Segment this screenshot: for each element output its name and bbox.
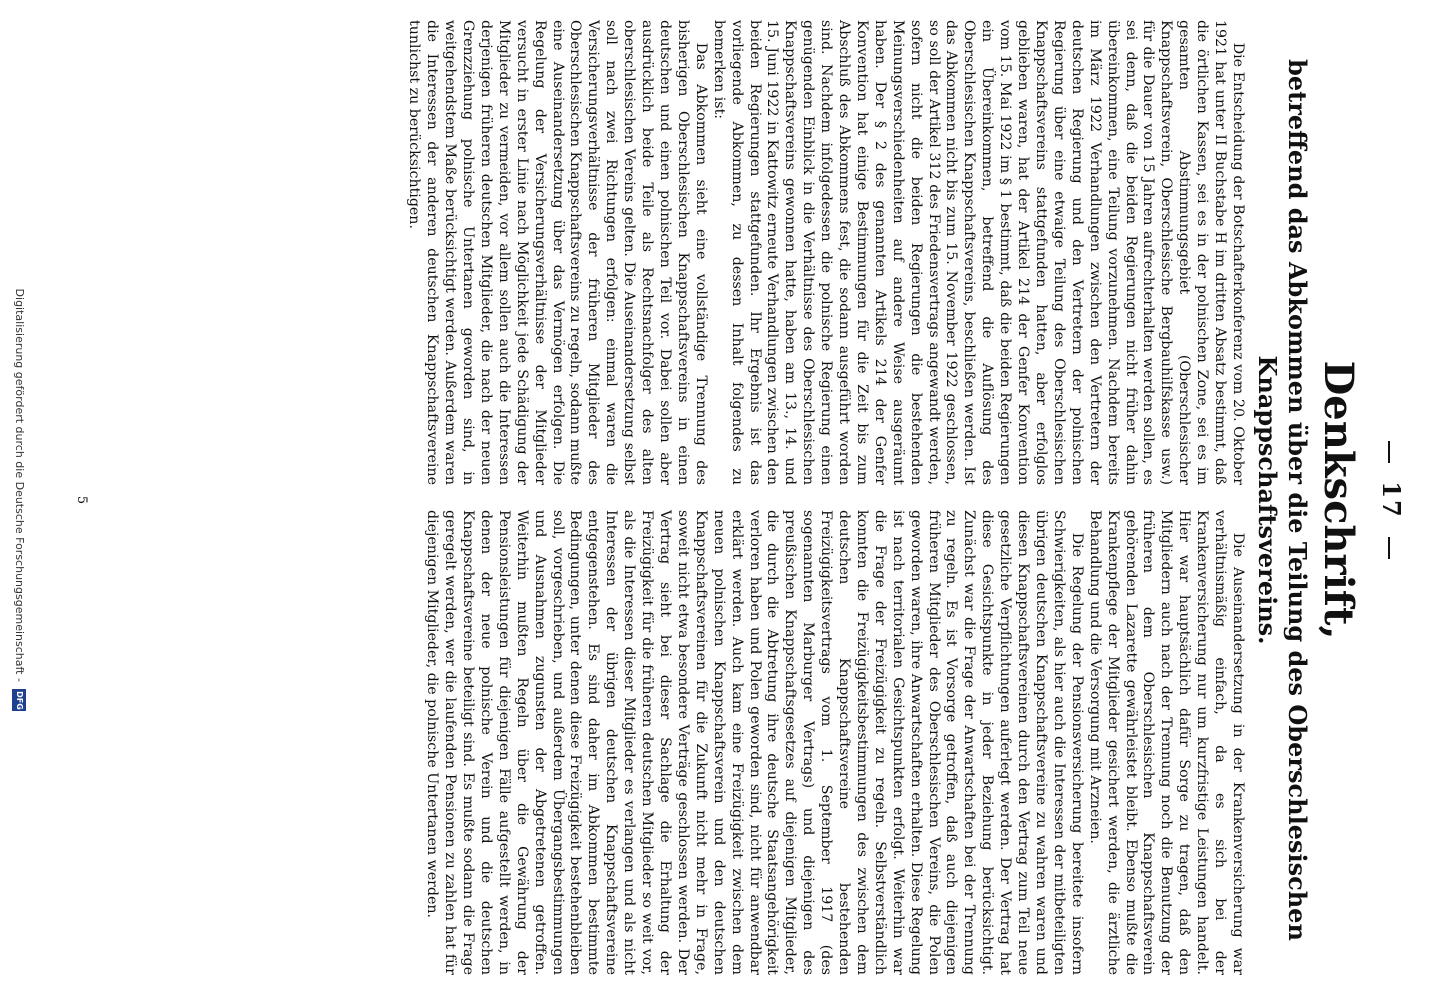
dash-right <box>1389 537 1391 559</box>
document-subtitle: betreffend das Abkommen über die Teilung des Oberschlesischen Knappschaftsvereins. <box>1253 59 1312 941</box>
paragraph: Die Entscheidung der Botschafterkonferenz vom 20. Oktober 1921 hat unter II Buchstabe H im dritten Absatz bestimmt, daß die örtlichen Kassen, sei es in der polnischen Zone, sei es im gesamten Abstimmungsgebiet (Oberschlesischer Knappschaftsverein, Oberschlesische Bergbauhilfskasse usw.) für die Dauer von 15 Jahren aufrechterhalten werden sollen, es sei denn, daß die beiden Regierungen nicht früher dahin übereinkommen, eine Teilung vorzunehmen. Nachdem bereits im März 1922 Verhandlungen zwischen den Vertretern der deutschen Regierung und den Vertretern der polnischen Regierung über eine etwaige Teilung des Oberschlesischen Knappschaftsvereins stattgefunden hatten, aber erfolglos geblieben waren, hat der Artikel 214 der Genfer Konvention vom 15. Mai 1922 im § 1 bestimmt, daß die beiden Regierungen ein Übereinkommen, betreffend die Auflösung des Oberschlesischen Knappschaftsvereins, beschließen werden. Ist das Abkommen nicht bis zum 15. November 1922 geschlossen, so soll der Artikel 312 des Friedensvertrags angewandt werden, sofern nicht die beiden Regierungen die bestehenden Meinungsverschiedenheiten auf andere Weise ausgeräumt haben. Der § 2 des genannten Artikels 214 der Genfer Konvention hat einige Bestimmungen für die Zeit bis zum Abschluß des Abkommens fest, die sodann ausgeführt worden sind. Nachdem infolgedessen die polnische Regierung einen genügenden Einblick in die Verhältnisse des Oberschlesischen Knappschaftsvereins gewonnen hatte, haben am 13., 14. und 15. Juni 1922 in Kattowitz erneute Verhandlungen zwischen den beiden Regierungen stattgefunden. Ihr Ergebnis ist das vorliegende Abkommen, zu dessen Inhalt folgendes zu bemerken ist: <box>710 20 1246 485</box>
digitization-credit <box>12 0 26 1000</box>
page-number-value: 17 <box>1377 481 1406 519</box>
document-title: Denkschrift, <box>1315 360 1362 640</box>
footer-page-number: 5 <box>74 495 89 505</box>
dfg-logo-icon: DFG <box>12 689 26 711</box>
text-column-left <box>146 20 1246 485</box>
digitization-credit-text: Digitalisierung gefördert durch die Deutsche Forschungsgemeinschaft - <box>13 288 26 682</box>
paragraph: Die Auseinandersetzung in der Krankenversicherung war verhältnismäßig einfach, da es sich bei der Krankenversicherung nur um kurzfristige Leistungen handelt. Hier war hauptsächlich dafür Sorge zu tragen, daß den Mitgliedern auch nach der Trennung noch die Benutzung der früheren dem Oberschlesischen Knappschaftsverein gehörenden Lazarette gewährleistet bleibt. Ebenso mußte die Krankenpflege der Mitglieder gesichert werden, die ärztliche Behandlung und die Versorgung mit Arzneien. <box>1086 510 1246 975</box>
paragraph: Das Abkommen sieht eine vollständige Trennung des bisherigen Oberschlesischen Knappschaftsvereins in einen deutschen und einen polnischen Teil vor. Dabei sollen aber ausdrücklich beide Teile als Rechtsnachfolger des alten oberschlesischen Vereins gelten. Die Auseinandersetzung selbst soll nach zwei Richtungen erfolgen: einmal waren die Versicherungsverhältnisse der früheren Mitglieder des Oberschlesischen Knappschaftsvereins zu regeln, sodann mußte eine Auseinandersetzung über das Vermögen erfolgen. Die Regelung der Versicherungsverhältnisse der Mitglieder versucht in erster Linie nach Möglichkeit jede Schädigung der Mitglieder zu vermeiden, vor allem sollen auch die Interessen derjenigen früheren deutschen Mitglieder, die nach der neuen Grenzziehung polnische Untertanen geworden sind, in weitgehendstem Maße berücksichtigt werden. Außerdem waren die Interessen der anderen deutschen Knappschaftsvereine tunlichst zu berücksichtigen. <box>406 20 709 485</box>
dash-left <box>1389 441 1391 463</box>
text-column-right <box>146 510 1246 975</box>
page-number <box>1377 0 1406 1000</box>
paragraph: Die Regelung der Pensionsversicherung bereitete insofern Schwierigkeiten, als hier auch die Interessen der mitbeteiligten übrigen deutschen Knappschaftsvereine zu wahren waren und diesen Knappschaftsvereinen durch den Vertrag zum Teil neue gesetzliche Verpflichtungen auferlegt werden. Der Vertrag hat diese Gesichtspunkte in jeder Beziehung berücksichtigt. Zunächst war die Frage der Anwartschaften bei der Trennung zu regeln. Es ist Vorsorge getroffen, daß auch diejenigen früheren Mitglieder des Oberschlesischen Vereins, die Polen geworden waren, ihre Anwartschaften erhalten. Diese Regelung ist nach territorialen Gesichtspunkten erfolgt. Weiterhin war die Frage der Freizügigkeit zu regeln. Selbstverständlich konnten die Freizügigkeitsbestimmungen des zwischen dem deutschen Knappschaftsvereine bestehenden Freizügigkeitsvertrags vom 1. September 1917 (des sogenannten Marburger Vertrags) und diejenigen des preußischen Knappschaftsgesetzes auf diejenigen Mitglieder, die durch die Abtretung ihre deutsche Staatsangehörigkeit verloren haben und Polen geworden sind, nicht für anwendbar erklärt werden. Auch kam eine Freizügigkeit zwischen dem neuen polnischen Knappschaftsverein und den deutschen Knappschaftsvereinen für die Zukunft nicht mehr in Frage, soweit nicht etwa besondere Verträge geschlossen werden. Der Vertrag sieht bei dieser Sachlage die Erhaltung der Freizügigkeit für die früheren deutschen Mitglieder so weit vor, als die Interessen dieser Mitglieder es verlangen und als nicht Interessen der übrigen deutschen Knappschaftsvereine entgegenstehen. Es sind daher im Abkommen bestimmte Bedingungen, unter denen diese Freizügigkeit bestehenbleiben soll, vorgeschrieben, und außerdem Übergangsbestimmungen und Ausnahmen zugunsten der Abgetretenen getroffen. Weiterhin mußten Regeln über die Gewährung der Pensionsleistungen für diejenigen Fälle aufgestellt werden, in denen der neue polnische Verein und die deutschen Knappschaftsvereine beteiligt sind. Es mußte sodann die Frage geregelt werden, wer die laufenden Pensionen zu zahlen hat für diejenigen Mitglieder, die polnische Untertanen werden. <box>424 510 1085 975</box>
